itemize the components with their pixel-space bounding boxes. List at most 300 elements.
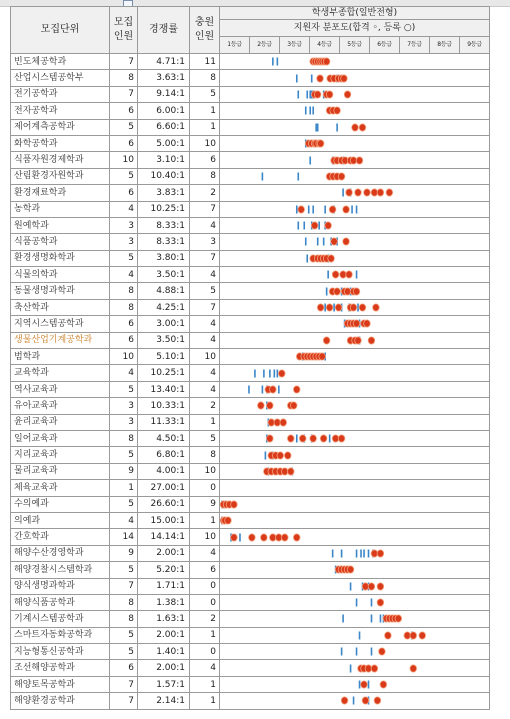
rate-value: 5.20:1 [138,562,190,578]
accepted-mark [386,189,393,196]
distribution-cell [220,201,490,217]
distribution-cell [220,529,490,545]
unit-name: 식품자원경제학과 [11,152,110,168]
applicant-mark [323,238,325,246]
quota-value: 5 [110,250,138,266]
applicant-mark [363,549,365,557]
applicant-mark [350,664,352,672]
unit-name: 생물산업기계공학과 [11,332,110,348]
accepted-mark [377,550,384,557]
unit-name: 환경생명화학과 [11,250,110,266]
table-row [11,644,490,660]
accepted-value: 0 [190,594,220,610]
rate-value: 5.00:1 [138,135,190,151]
accepted-mark [314,91,321,98]
header-accepted-text: 충원 인원 [194,17,215,42]
applicant-mark [351,205,353,213]
unit-name: 범학과 [11,349,110,365]
rate-value: 3.50:1 [138,332,190,348]
accepted-value: 4 [190,217,220,233]
applicant-mark [318,222,320,230]
accepted-value: 7 [190,299,220,315]
unit-name: 식물의학과 [11,267,110,283]
applicant-mark [296,74,298,82]
grade-header-cell [220,37,490,54]
applicant-mark [342,615,344,623]
applicant-mark [248,386,250,394]
quota-value: 7 [110,86,138,102]
applicant-mark [274,369,276,377]
accepted-mark [311,222,318,229]
applicant-mark [312,205,314,213]
accepted-mark [343,206,350,213]
rate-value: 4.00:1 [138,463,190,479]
accepted-value: 6 [190,562,220,578]
applicant-mark [262,172,264,180]
accepted-mark [338,173,345,180]
distribution-plot [220,448,489,463]
accepted-mark [361,681,368,688]
applicant-mark [272,58,274,66]
unit-name: 전기공학과 [11,86,110,102]
distribution-cell [220,135,490,151]
applicant-mark [356,205,358,213]
applicant-mark [380,615,382,623]
table-row [11,349,490,365]
distribution-cell [220,578,490,594]
grade-label: 2등급 [250,37,280,53]
distribution-cell [220,103,490,119]
rate-value: 2.00:1 [138,660,190,676]
accepted-mark [338,435,345,442]
table-row [11,299,490,315]
unit-name: 환경재료학과 [11,185,110,201]
quota-value: 5 [110,644,138,660]
distribution-plot [220,103,489,118]
quota-value: 3 [110,234,138,250]
applicant-mark [277,369,279,377]
distribution-plot [220,185,489,200]
accepted-mark [281,533,288,540]
distribution-cell [220,611,490,627]
distribution-plot [220,464,489,479]
rate-value: 10.25:1 [138,365,190,381]
rate-value: 10.25:1 [138,201,190,217]
accepted-mark [332,271,339,278]
unit-name: 의예과 [11,512,110,528]
accepted-mark [352,124,359,131]
accepted-mark [380,681,387,688]
rate-value: 8.33:1 [138,217,190,233]
table-row [11,430,490,446]
table-row [11,316,490,332]
accepted-value: 4 [190,660,220,676]
table-row [11,250,490,266]
distribution-plot [220,431,489,446]
grade-label: 3등급 [280,37,310,53]
distribution-cell [220,250,490,266]
accepted-mark [328,255,335,262]
accepted-value: 3 [190,234,220,250]
distribution-cell [220,316,490,332]
quota-value: 6 [110,316,138,332]
accepted-value: 5 [190,430,220,446]
accepted-mark [231,533,238,540]
accepted-mark [280,419,287,426]
distribution-cell [220,562,490,578]
table-row [11,86,490,102]
distribution-plot [220,333,489,348]
grade-label: 4등급 [310,37,340,53]
applicant-mark [368,549,370,557]
accepted-value: 2 [190,611,220,627]
distribution-cell [220,217,490,233]
accepted-value: 1 [190,119,220,135]
table-row [11,185,490,201]
unit-name: 빈도체공학과 [11,54,110,70]
distribution-plot [220,202,489,217]
accepted-mark [377,599,384,606]
distribution-cell [220,86,490,102]
applicant-mark [341,648,343,656]
applicant-mark [333,304,335,312]
table-row [11,480,490,496]
unit-name: 해양수산경영학과 [11,545,110,561]
distribution-plot [220,54,489,69]
rate-value: 6.00:1 [138,103,190,119]
accepted-value: 1 [190,693,220,709]
accepted-mark [320,435,327,442]
applicant-mark [305,107,307,115]
unit-name: 윤리교육과 [11,414,110,430]
table-row [11,594,490,610]
rate-value: 5.10:1 [138,349,190,365]
unit-name: 산림환경자원학과 [11,168,110,184]
unit-name: 조선해양공학과 [11,660,110,676]
accepted-value: 1 [190,103,220,119]
accepted-value: 10 [190,135,220,151]
distribution-plot [220,480,489,495]
accepted-value: 0 [190,578,220,594]
distribution-plot [220,218,489,233]
distribution-cell [220,381,490,397]
quota-value: 5 [110,447,138,463]
applicant-mark [329,435,331,443]
quota-value: 1 [110,480,138,496]
table-row [11,676,490,692]
distribution-plot [220,284,489,299]
quota-value: 5 [110,627,138,643]
accepted-mark [319,353,326,360]
unit-name: 해양토목공학과 [11,676,110,692]
quota-value: 8 [110,283,138,299]
distribution-cell [220,414,490,430]
rate-value: 1.40:1 [138,644,190,660]
applicant-mark [357,304,359,312]
accepted-mark [385,632,392,639]
applicant-mark [341,549,343,557]
unit-name: 화학공학과 [11,135,110,151]
grade-label: 1등급 [220,37,250,53]
unit-name: 유아교육과 [11,398,110,414]
applicant-mark [263,369,265,377]
rate-value: 1.63:1 [138,611,190,627]
accepted-value: 4 [190,332,220,348]
quota-value: 8 [110,70,138,86]
rate-value: 6.60:1 [138,119,190,135]
applicant-mark [326,287,328,295]
accepted-value: 10 [190,529,220,545]
applicant-mark [359,631,361,639]
admission-table [10,6,490,710]
distribution-plot [220,398,489,413]
grade-header-row [220,37,489,53]
table-row [11,168,490,184]
quota-value: 6 [110,103,138,119]
accepted-mark [341,697,348,704]
accepted-mark [231,501,238,508]
rate-value: 3.10:1 [138,152,190,168]
grade-label: 9등급 [467,41,482,48]
accepted-mark [267,402,274,409]
rate-value: 3.50:1 [138,267,190,283]
distribution-cell [220,70,490,86]
table-row [11,414,490,430]
accepted-mark [335,304,342,311]
table-row [11,693,490,709]
accepted-value: 4 [190,381,220,397]
accepted-value: 11 [190,54,220,70]
unit-name: 식품공학과 [11,234,110,250]
applicant-mark [324,205,326,213]
accepted-mark [419,632,426,639]
rate-value: 2.14:1 [138,693,190,709]
rate-value: 10.40:1 [138,168,190,184]
distribution-cell [220,693,490,709]
unit-name: 물리교육과 [11,463,110,479]
quota-value: 5 [110,119,138,135]
accepted-mark [355,189,362,196]
quota-value: 4 [110,512,138,528]
accepted-value: 1 [190,414,220,430]
quota-value: 10 [110,152,138,168]
distribution-cell [220,152,490,168]
quota-value: 6 [110,185,138,201]
grade-label: 8등급 [430,37,460,53]
applicant-mark [277,58,279,66]
distribution-cell [220,234,490,250]
accepted-mark [326,91,333,98]
accepted-mark [346,271,353,278]
quota-value: 9 [110,545,138,561]
accepted-mark [326,304,333,311]
quota-value: 3 [110,414,138,430]
applicant-mark [309,90,311,98]
accepted-mark [310,435,317,442]
quota-value: 7 [110,578,138,594]
accepted-mark [323,58,330,65]
accepted-mark [278,370,285,377]
accepted-mark [334,107,341,114]
accepted-mark [353,288,360,295]
table-row [11,332,490,348]
accepted-mark [334,288,341,295]
rate-value: 1.38:1 [138,594,190,610]
table-row [11,54,490,70]
applicant-mark [309,156,311,164]
distribution-cell [220,463,490,479]
distribution-plot [220,546,489,561]
quota-value: 8 [110,299,138,315]
accepted-mark [359,304,366,311]
distribution-cell [220,627,490,643]
accepted-mark [410,632,417,639]
accepted-value: 1 [190,676,220,692]
applicant-mark [350,582,352,590]
accepted-mark [249,533,256,540]
table-row [11,381,490,397]
rate-value: 3.00:1 [138,316,190,332]
rate-value: 27.00:1 [138,480,190,496]
header-accepted [190,7,220,54]
quota-value: 7 [110,676,138,692]
distribution-plot [220,530,489,545]
accepted-value: 5 [190,86,220,102]
unit-name: 수의예과 [11,496,110,512]
unit-name: 동물생명과학과 [11,283,110,299]
distribution-cell [220,398,490,414]
rate-value: 15.00:1 [138,512,190,528]
accepted-value: 10 [190,463,220,479]
table-row [11,217,490,233]
unit-name: 지리교육과 [11,447,110,463]
distribution-plot [220,595,489,610]
accepted-value: 8 [190,168,220,184]
applicant-mark [296,205,298,213]
table-row [11,545,490,561]
distribution-cell [220,496,490,512]
accepted-mark [298,206,305,213]
accepted-mark [410,665,417,672]
applicant-mark [309,107,311,115]
accepted-mark [317,74,324,81]
distribution-cell [220,545,490,561]
distribution-cell [220,349,490,365]
applicant-mark [368,681,370,689]
table-body [11,54,490,710]
quota-value: 10 [110,349,138,365]
applicant-mark [371,615,373,623]
distribution-plot [220,611,489,626]
accepted-mark [293,533,300,540]
rate-value: 4.25:1 [138,299,190,315]
distribution-cell [220,168,490,184]
table-row [11,578,490,594]
unit-name: 스마트자동화공학과 [11,627,110,643]
distribution-cell [220,676,490,692]
distribution-cell [220,365,490,381]
applicant-mark [356,271,358,279]
distribution-cell [220,594,490,610]
accepted-mark [350,304,357,311]
distribution-plot [220,628,489,643]
accepted-mark [258,402,265,409]
unit-name: 간호학과 [11,529,110,545]
rate-value: 8.33:1 [138,234,190,250]
distribution-plot [220,415,489,430]
accepted-mark [329,206,336,213]
applicant-mark [305,238,307,246]
unit-name: 일어교육과 [11,430,110,446]
rate-value: 1.57:1 [138,676,190,692]
unit-name: 해양환경공학과 [11,693,110,709]
distribution-plot [220,497,489,512]
distribution-plot [220,513,489,528]
distribution-cell [220,267,490,283]
accepted-value: 2 [190,398,220,414]
accepted-value: 4 [190,316,220,332]
distribution-plot [220,661,489,676]
distribution-cell [220,299,490,315]
applicant-mark [303,222,305,230]
distribution-plot [220,579,489,594]
grade-label: 7등급 [400,37,430,53]
quota-value: 3 [110,217,138,233]
accepted-value: 0 [190,480,220,496]
accepted-mark [364,320,371,327]
table-row [11,267,490,283]
applicant-mark [297,222,299,230]
applicant-mark [311,74,313,82]
accepted-mark [270,386,277,393]
distribution-plot [220,382,489,397]
accepted-mark [267,435,274,442]
accepted-mark [284,451,291,458]
accepted-mark [290,402,297,409]
quota-value: 14 [110,529,138,545]
distribution-cell [220,119,490,135]
applicant-mark [360,549,362,557]
quota-value: 6 [110,135,138,151]
rate-value: 26.60:1 [138,496,190,512]
distribution-plot [220,267,489,282]
applicant-mark [296,435,298,443]
table-row [11,201,490,217]
accepted-mark [377,189,384,196]
accepted-value: 7 [190,250,220,266]
distribution-plot [220,136,489,151]
accepted-mark [261,533,268,540]
applicant-mark [239,533,241,541]
distribution-plot [220,366,489,381]
distribution-cell [220,185,490,201]
quota-value: 5 [110,381,138,397]
accepted-mark [362,697,369,704]
grade-label: 5등급 [340,37,370,53]
distribution-cell [220,512,490,528]
table-row [11,627,490,643]
accepted-mark [299,435,306,442]
table-row [11,660,490,676]
unit-name: 산업시스템공학부 [11,70,110,86]
distribution-cell [220,480,490,496]
distribution-cell [220,54,490,70]
rate-value: 9.14:1 [138,86,190,102]
unit-name: 농학과 [11,201,110,217]
rate-value: 3.63:1 [138,70,190,86]
accepted-mark [364,189,371,196]
quota-value: 6 [110,332,138,348]
